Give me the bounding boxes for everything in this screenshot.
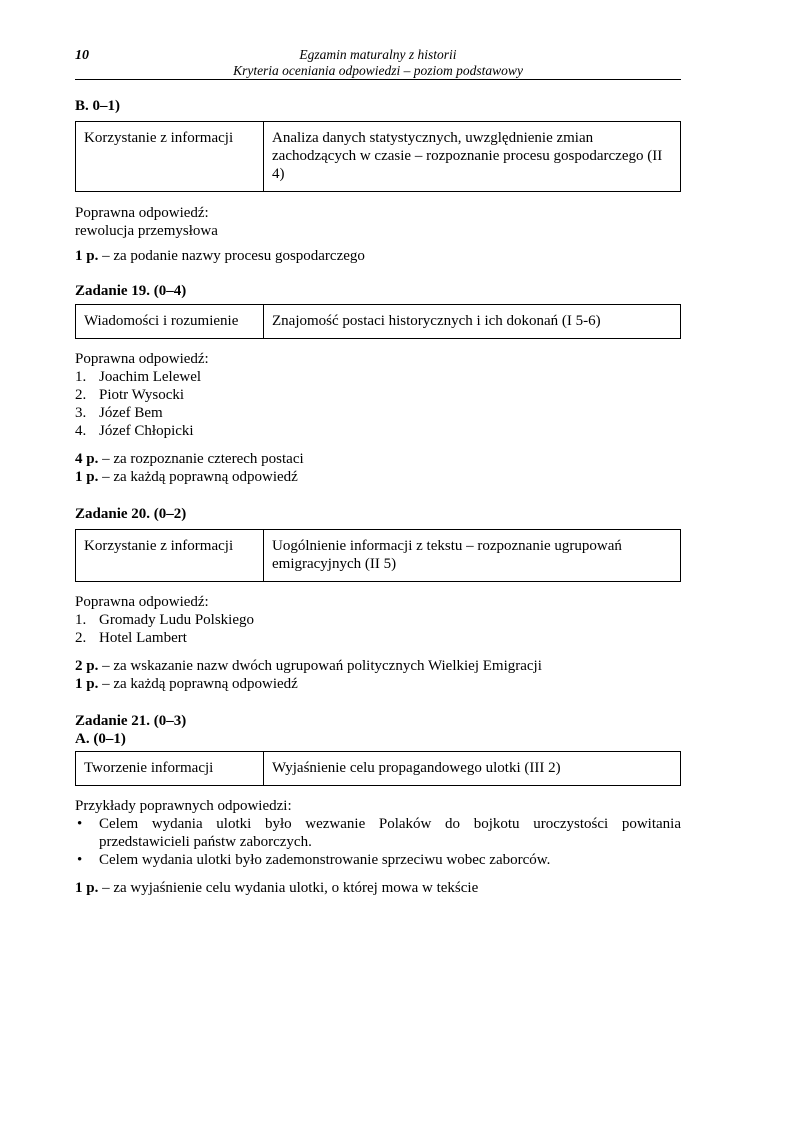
list-text: Piotr Wysocki <box>99 387 185 403</box>
list-text: Gromady Ludu Polskiego <box>99 612 254 628</box>
task-21-subheading: A. (0–1) <box>75 731 126 747</box>
scoring-text: – za wyjaśnienie celu wydania ulotki, o której mowa w tekście <box>98 880 479 896</box>
criteria-description: Analiza danych statystycznych, uwzględnienie zmian zachodzących w czasie – rozpoznanie procesu gospodarczego (II 4) <box>264 122 681 192</box>
list-item <box>75 629 681 647</box>
list-text: Joachim Lelewel <box>99 369 202 385</box>
section-b-heading: B. 0–1) <box>75 98 120 114</box>
list-number: 2. <box>75 630 87 646</box>
list-item <box>75 422 681 440</box>
scoring-points: 2 p. <box>75 658 99 674</box>
scoring-line <box>75 468 681 486</box>
scoring-text: – za podanie nazwy procesu gospodarczego <box>98 248 365 264</box>
criteria-category: Korzystanie z informacji <box>76 122 264 192</box>
answer-bullets <box>75 815 681 869</box>
list-number: 1. <box>75 369 87 385</box>
task-20-heading: Zadanie 20. (0–2) <box>75 506 187 522</box>
criteria-table-20 <box>75 529 681 582</box>
page <box>75 46 681 897</box>
list-text: Celem wydania ulotki było wezwanie Polaków do bojkotu uroczystości powitania przedstawicieli państw zaborczych. <box>99 816 681 850</box>
criteria-category: Wiadomości i rozumienie <box>76 305 264 339</box>
scoring-text: – za każdą poprawną odpowiedź <box>98 676 298 692</box>
answer-list <box>75 611 681 647</box>
scoring-points: 4 p. <box>75 451 99 467</box>
criteria-category: Tworzenie informacji <box>76 752 264 786</box>
page-number: 10 <box>75 48 89 63</box>
list-number: 1. <box>75 612 87 628</box>
answer-label: Poprawna odpowiedź: <box>75 351 209 367</box>
list-item <box>75 815 681 851</box>
criteria-table-b <box>75 121 681 192</box>
scoring-text: – za wskazanie nazw dwóch ugrupowań politycznych Wielkiej Emigracji <box>98 658 542 674</box>
list-text: Józef Chłopicki <box>99 423 194 439</box>
header-title <box>75 47 681 79</box>
list-item <box>75 404 681 422</box>
scoring-points: 1 p. <box>75 248 99 264</box>
header-line-2: Kryteria oceniania odpowiedzi – poziom podstawowy <box>233 63 523 78</box>
list-item <box>75 368 681 386</box>
page-header <box>75 46 681 80</box>
scoring-points: 1 p. <box>75 676 99 692</box>
criteria-table-19 <box>75 304 681 339</box>
list-number: 2. <box>75 387 87 403</box>
criteria-description: Znajomość postaci historycznych i ich dokonań (I 5-6) <box>264 305 681 339</box>
answer-list <box>75 368 681 440</box>
bullet-icon: • <box>77 816 83 832</box>
task-19-heading: Zadanie 19. (0–4) <box>75 283 187 299</box>
header-line-1: Egzamin maturalny z historii <box>299 47 457 62</box>
answer-label: Poprawna odpowiedź: <box>75 205 209 221</box>
criteria-description: Wyjaśnienie celu propagandowego ulotki (III 2) <box>264 752 681 786</box>
bullet-icon: • <box>77 852 83 868</box>
scoring-line <box>75 247 681 265</box>
list-item <box>75 611 681 629</box>
list-number: 4. <box>75 423 87 439</box>
scoring-line <box>75 657 681 675</box>
list-item <box>75 851 681 869</box>
scoring-line <box>75 675 681 693</box>
scoring-text: – za każdą poprawną odpowiedź <box>98 469 298 485</box>
criteria-table-21 <box>75 751 681 786</box>
criteria-category: Korzystanie z informacji <box>76 530 264 582</box>
scoring-points: 1 p. <box>75 469 99 485</box>
list-text: Celem wydania ulotki było zademonstrowanie sprzeciwu wobec zaborców. <box>99 852 551 868</box>
list-text: Hotel Lambert <box>99 630 187 646</box>
scoring-line <box>75 879 681 897</box>
task-21-heading: Zadanie 21. (0–3) <box>75 713 187 729</box>
scoring-line <box>75 450 681 468</box>
list-text: Józef Bem <box>99 405 163 421</box>
list-item <box>75 386 681 404</box>
list-number: 3. <box>75 405 87 421</box>
criteria-description: Uogólnienie informacji z tekstu – rozpoznanie ugrupowań emigracyjnych (II 5) <box>264 530 681 582</box>
scoring-text: – za rozpoznanie czterech postaci <box>98 451 304 467</box>
answer-label: Przykłady poprawnych odpowiedzi: <box>75 798 292 814</box>
answer-label: Poprawna odpowiedź: <box>75 594 209 610</box>
scoring-points: 1 p. <box>75 880 99 896</box>
answer-text: rewolucja przemysłowa <box>75 223 218 239</box>
